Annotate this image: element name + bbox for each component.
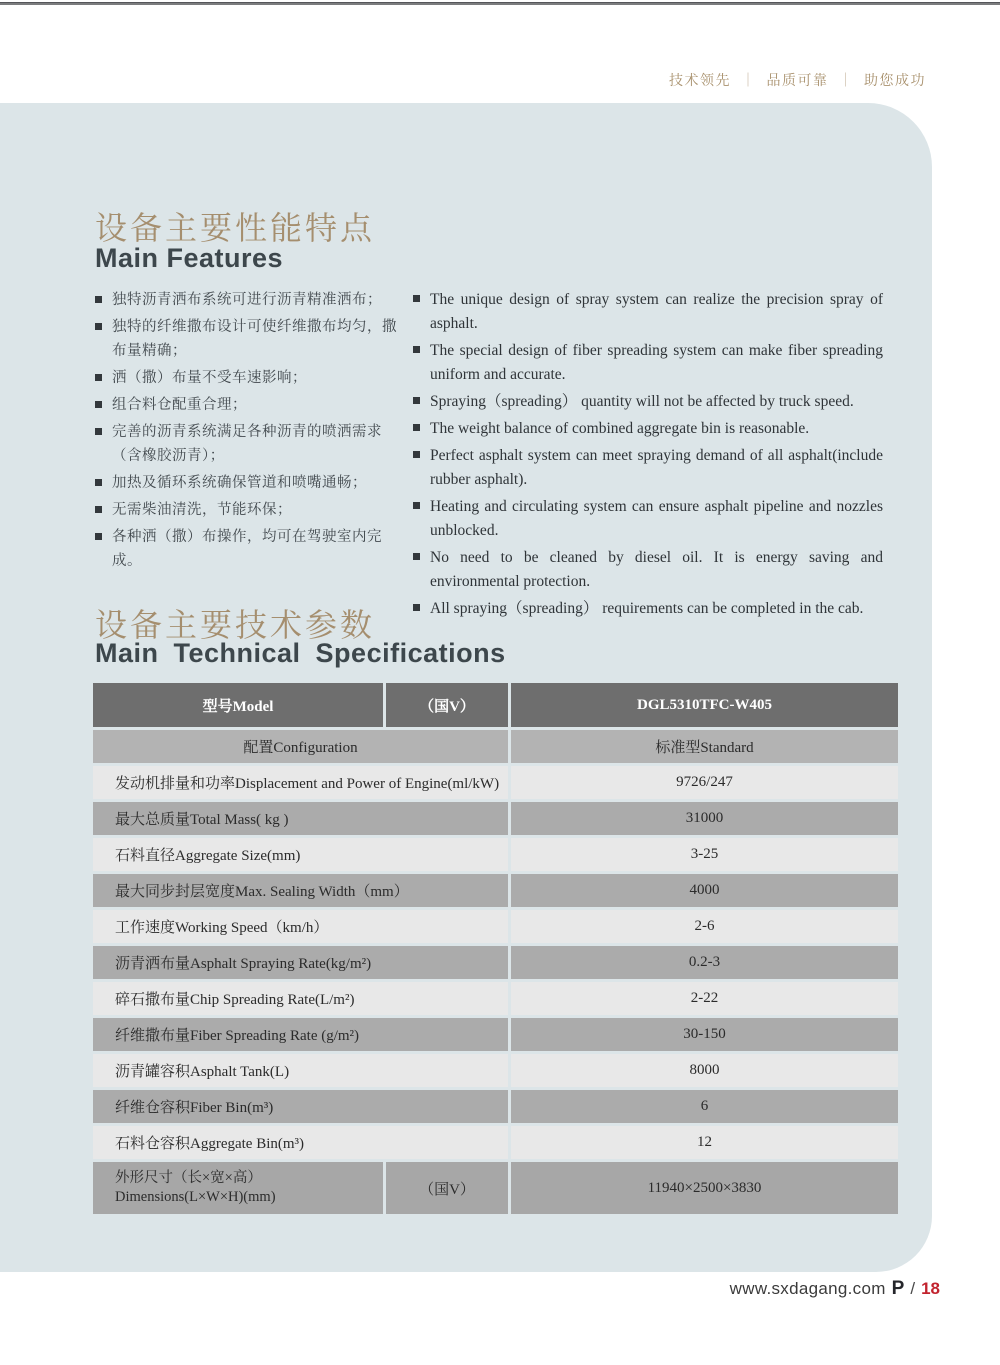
spec-label-cell: 最大总质量Total Mass( kg ): [93, 802, 508, 835]
table-row: [93, 874, 898, 907]
spec-value-cell: 4000: [511, 874, 898, 907]
config-value-cell: 标准型Standard: [511, 730, 898, 763]
page-number-separator: /: [910, 1279, 916, 1298]
features-list-en: [413, 288, 883, 624]
list-item: [95, 393, 400, 417]
spec-label-cell: 纤维撒布量Fiber Spreading Rate (g/m²): [93, 1018, 508, 1051]
slogan-part: 助您成功: [864, 72, 926, 88]
list-item: [413, 597, 883, 621]
bullet-square-icon: [95, 506, 102, 513]
bullet-square-icon: [95, 428, 102, 435]
dimensions-label-cell: [93, 1162, 383, 1214]
features-list-zh: [95, 288, 400, 576]
feature-text-zh: 独特沥青洒布系统可进行沥青精准洒布；: [112, 292, 382, 308]
spec-label-cell: 碎石撒布量Chip Spreading Rate(L/m²): [93, 982, 508, 1015]
list-item: [95, 315, 400, 363]
spec-value-cell: 31000: [511, 802, 898, 835]
model-value-cell: DGL5310TFC-W405: [511, 683, 898, 727]
features-title-en: Main Features: [95, 243, 284, 273]
dimensions-value-cell: 11940×2500×3830: [511, 1162, 898, 1214]
table-row: [93, 946, 898, 979]
dimensions-label-en: Dimensions(L×W×H)(mm): [115, 1189, 276, 1205]
spec-label-cell: 最大同步封层宽度Max. Sealing Width（mm）: [93, 874, 508, 907]
page-footer: [730, 1278, 940, 1300]
spec-label-cell: 沥青洒布量Asphalt Spraying Rate(kg/m²): [93, 946, 508, 979]
feature-text-en: Spraying（spreading） quantity will not be affected by truck speed.: [430, 393, 854, 410]
table-row: [93, 1090, 898, 1123]
table-row: [93, 1054, 898, 1087]
model-label-cell: 型号Model: [93, 683, 383, 727]
spec-value-cell: 2-22: [511, 982, 898, 1015]
feature-text-en: The special design of fiber spreading system can make fiber spreading uniform and accurate.: [430, 342, 883, 383]
feature-text-zh: 独特的纤维撒布设计可使纤维撒布均匀，撒布量精确；: [112, 319, 397, 359]
config-label-cell: 配置Configuration: [93, 730, 508, 763]
spec-table: [93, 683, 898, 1217]
feature-text-en: The unique design of spray system can realize the precision spray of asphalt.: [430, 291, 883, 332]
list-item: [413, 417, 883, 441]
bullet-square-icon: [413, 424, 420, 431]
table-row: [93, 802, 898, 835]
bullet-square-icon: [413, 397, 420, 404]
specs-title-en: Main Technical Specifications: [95, 638, 506, 668]
feature-text-zh: 完善的沥青系统满足各种沥青的喷洒需求（含橡胶沥青）；: [112, 424, 382, 464]
header-slogan: [669, 70, 926, 90]
spec-value-cell: 9726/247: [511, 766, 898, 799]
list-item: [95, 288, 400, 312]
spec-value-cell: 2-6: [511, 910, 898, 943]
list-item: [95, 525, 400, 573]
feature-text-zh: 各种洒（撒）布操作，均可在驾驶室内完成。: [112, 529, 382, 569]
feature-text-en: Perfect asphalt system can meet spraying demand of all asphalt(include rubber asphalt).: [430, 447, 883, 488]
list-item: [413, 444, 883, 492]
page-number: 18: [921, 1279, 940, 1298]
spec-value-cell: 30-150: [511, 1018, 898, 1051]
list-item: [413, 495, 883, 543]
slogan-part: 技术领先: [669, 72, 731, 88]
specs-title-zh: 设备主要技术参数: [95, 607, 376, 643]
spec-value-cell: 12: [511, 1126, 898, 1159]
spec-value-cell: 6: [511, 1090, 898, 1123]
emission-cell: （国V）: [386, 1162, 508, 1214]
bullet-square-icon: [95, 401, 102, 408]
list-item: [413, 390, 883, 414]
feature-text-zh: 加热及循环系统确保管道和喷嘴通畅；: [112, 475, 367, 491]
dimensions-row: [93, 1162, 898, 1214]
bullet-square-icon: [95, 323, 102, 330]
list-item: [95, 471, 400, 495]
slogan-separator: ｜: [741, 72, 757, 88]
features-title-zh: 设备主要性能特点: [95, 210, 376, 246]
list-item: [95, 498, 400, 522]
spec-label-cell: 石料仓容积Aggregate Bin(m³): [93, 1126, 508, 1159]
spec-value-cell: 3-25: [511, 838, 898, 871]
bullet-square-icon: [413, 451, 420, 458]
feature-text-zh: 无需柴油清洗，节能环保；: [112, 502, 292, 518]
bullet-square-icon: [413, 346, 420, 353]
feature-text-en: No need to be cleaned by diesel oil. It is energy saving and environmental protection.: [430, 549, 883, 590]
list-item: [413, 288, 883, 336]
bullet-square-icon: [95, 533, 102, 540]
dimensions-label-zh: 外形尺寸（长×宽×高）: [115, 1170, 262, 1186]
slogan-part: 品质可靠: [766, 72, 829, 88]
bullet-square-icon: [413, 553, 420, 560]
spec-label-cell: 工作速度Working Speed（km/h）: [93, 910, 508, 943]
list-item: [413, 546, 883, 594]
table-row: [93, 1126, 898, 1159]
feature-text-en: The weight balance of combined aggregate bin is reasonable.: [430, 420, 810, 437]
list-item: [413, 339, 883, 387]
website-text: www.sxdagang.com: [729, 1279, 886, 1298]
top-border-rule: [0, 2, 1000, 5]
spec-label-cell: 发动机排量和功率Displacement and Power of Engine(ml/kW): [93, 766, 508, 799]
feature-text-en: Heating and circulating system can ensure asphalt pipeline and nozzles unblocked.: [430, 498, 883, 539]
feature-text-en: All spraying（spreading） requirements can be completed in the cab.: [430, 600, 864, 617]
bullet-square-icon: [95, 296, 102, 303]
emission-cell: （国V）: [386, 683, 508, 727]
spec-value-cell: 8000: [511, 1054, 898, 1087]
feature-text-zh: 洒（撒）布量不受车速影响；: [112, 370, 307, 386]
bullet-square-icon: [413, 295, 420, 302]
table-header-row: [93, 683, 898, 727]
spec-label-cell: 沥青罐容积Asphalt Tank(L): [93, 1054, 508, 1087]
table-row: [93, 766, 898, 799]
bullet-square-icon: [413, 604, 420, 611]
config-row: [93, 730, 898, 763]
list-item: [95, 366, 400, 390]
table-row: [93, 1018, 898, 1051]
list-item: [95, 420, 400, 468]
bullet-square-icon: [95, 479, 102, 486]
brand-logo-p-icon: P: [891, 1278, 905, 1299]
bullet-square-icon: [95, 374, 102, 381]
spec-label-cell: 纤维仓容积Fiber Bin(m³): [93, 1090, 508, 1123]
spec-label-cell: 石料直径Aggregate Size(mm): [93, 838, 508, 871]
table-row: [93, 838, 898, 871]
feature-text-zh: 组合料仓配重合理；: [112, 397, 247, 413]
bullet-square-icon: [413, 502, 420, 509]
slogan-separator: ｜: [838, 72, 854, 88]
spec-value-cell: 0.2-3: [511, 946, 898, 979]
table-row: [93, 910, 898, 943]
table-row: [93, 982, 898, 1015]
